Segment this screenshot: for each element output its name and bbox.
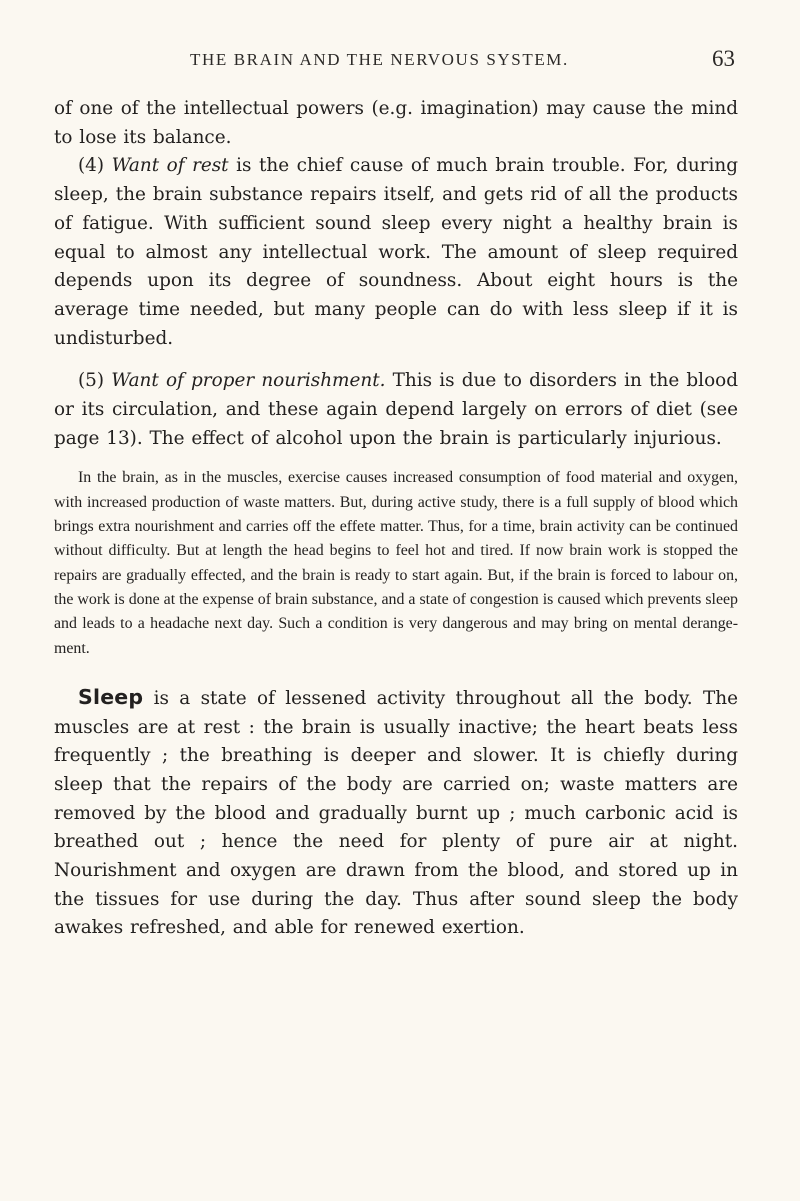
item-heading: Want of rest — [111, 155, 229, 177]
paragraph-continued: of one of the intellectual powers (e.g. imagination) may cause the mind to lose its balance. — [54, 98, 738, 148]
running-title: THE BRAIN AND THE NERVOUS SYSTEM. — [190, 50, 569, 69]
paragraph-text: is a state of lessened activity throughout all the body. The muscles are at rest : the brain is usually inactive; the heart beats less frequently ; the breathing is deeper and slower. It is chiefly during sleep that the repairs of the body are carried on; waste matters are removed by the blood and gradually burnt up ; much carbonic acid is breathed out ; hence the need for plenty of pure air at night. Nourishment and oxygen are drawn from the blood, and stored up in the tissues for use during the day. Thus after sound sleep the body awakes refreshed, and able for renewed exertion. — [54, 687, 738, 939]
item-number: (5) — [78, 370, 105, 392]
paragraph-sleep — [54, 683, 738, 943]
page-number: 63 — [712, 46, 735, 71]
section-heading-sleep: Sleep — [78, 684, 144, 709]
paragraph-text: is the chief cause of much brain trouble. For, during sleep, the brain substance repairs itself, and gets rid of all the products of fatigue. With sufficient sound sleep every night a healthy brain is equal to almost any intellectual work. The amount of sleep required depends upon its degree of soundness. About eight hours is the average time needed, but many people can do with less sleep if it is undisturbed. — [54, 155, 738, 349]
small-print-paragraph: In the brain, as in the muscles, exercise causes increased consumption of food material and oxygen, with increased production of waste matters. But, during active study, there is a full supply of blood which brings extra nourishment and carries off the effete matter. Thus, for a time, brain activity can be continued without difficulty. But at length the head begins to feel hot and tired. If now brain work is stopped the repairs are gradually effected, and the brain is ready to start again. But, if the brain is forced to labour on, the work is done at the expense of brain substance, and a state of congestion is caused which prevents sleep and leads to a headache next day. Such a condition is very dangerous and may bring on mental derange-ment. — [54, 469, 738, 657]
paragraph-text: This is due to disorders in the blood or its circulation, and these again depend largely on errors of diet (see page 13). The effect of alcohol upon the brain is particularly injurious. — [54, 370, 738, 449]
running-head — [0, 46, 800, 76]
body-text — [54, 95, 738, 943]
item-number: (4) — [78, 155, 105, 177]
paragraph-want-of-rest — [54, 152, 738, 353]
paragraph-want-of-nourishment — [54, 367, 738, 453]
item-heading: Want of proper nourishment. — [111, 370, 386, 392]
small-print-note — [54, 466, 738, 660]
